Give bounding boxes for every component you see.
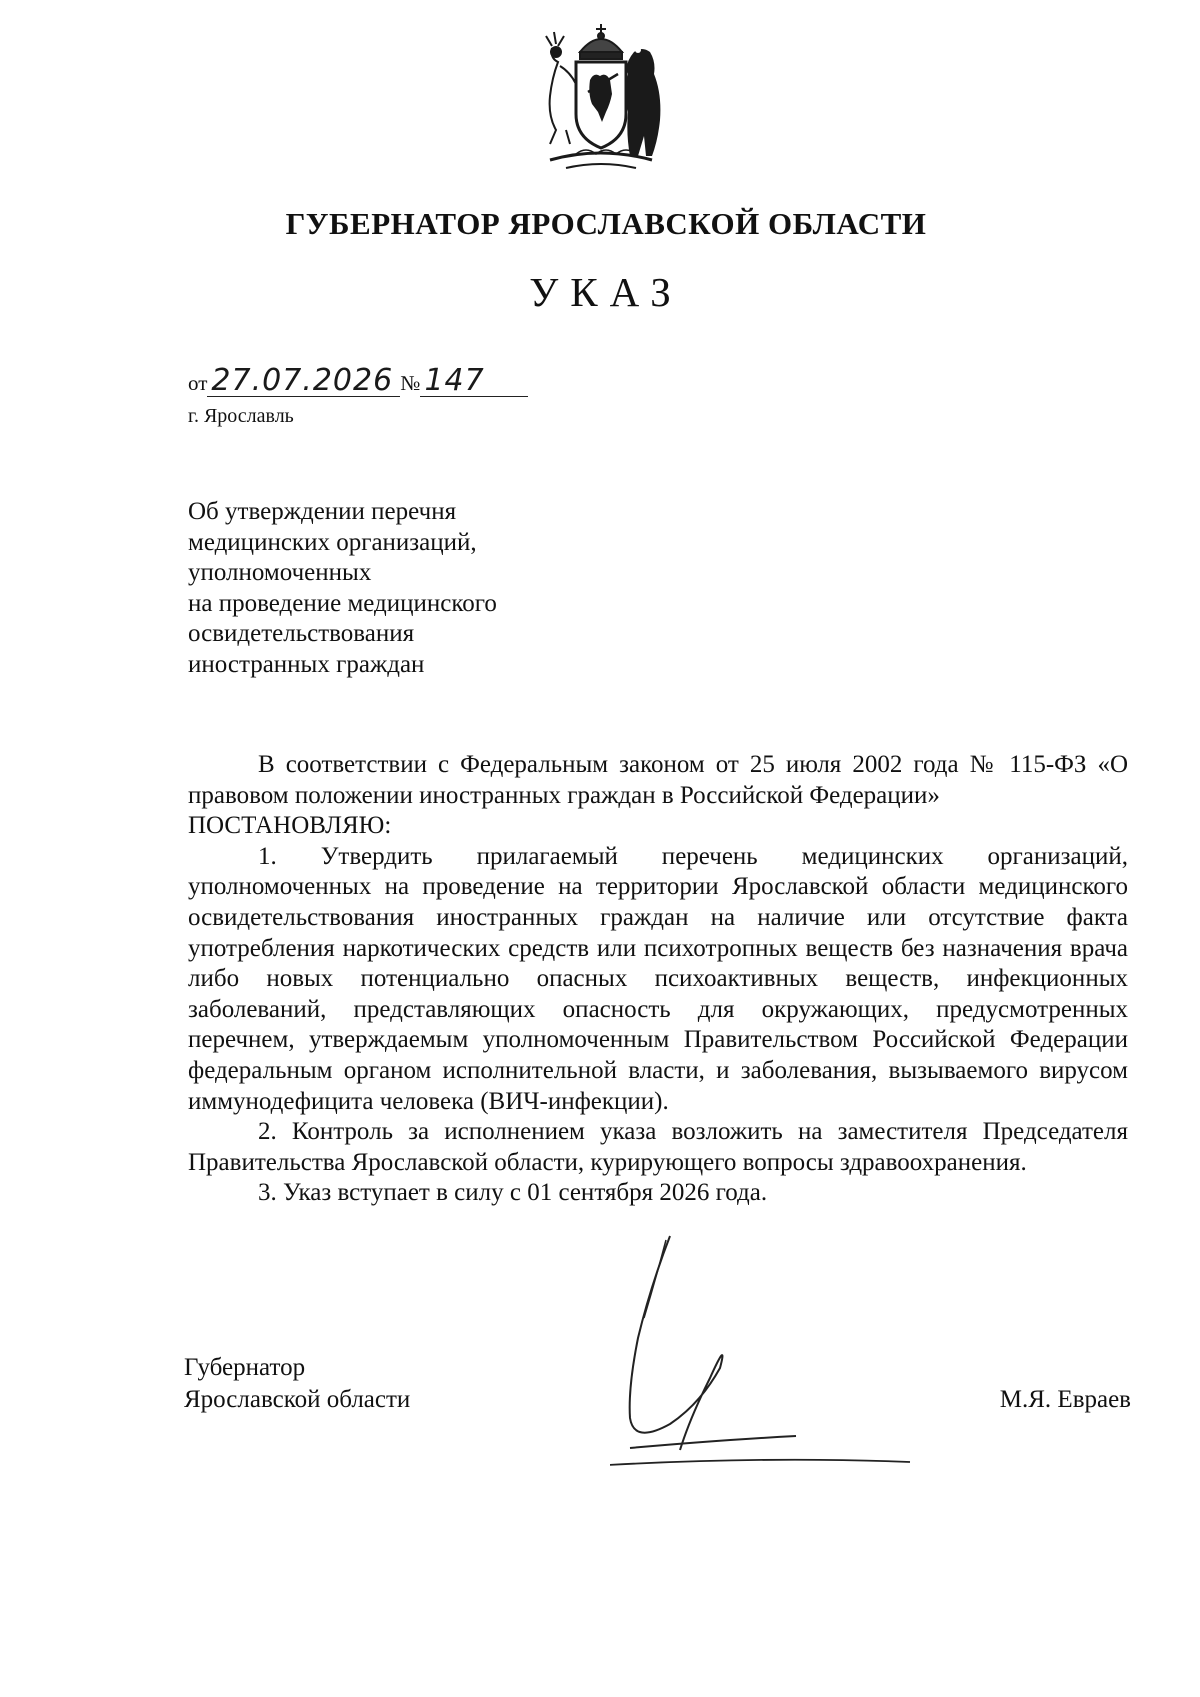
signatory-role (184, 1352, 410, 1416)
subject-line: иностранных граждан (188, 650, 425, 678)
number-prefix: № (400, 371, 421, 395)
document-subject (188, 497, 497, 680)
signatory-role-line: Ярославской области (184, 1386, 411, 1413)
handwritten-signature (610, 1218, 1010, 1474)
subject-line: на проведение медицинского (188, 589, 497, 617)
decree-item-1: 1. Утвердить прилагаемый перечень медицинских организаций, уполномоченных на проведение на территории Ярославской области медицинского освидетельствования иностранных граждан на наличие или отсутствие факта употребления наркотических средств или психотропных веществ без назначения врача либо новых потенциально опасных психоактивных веществ, инфекционных заболеваний, представляющих опасность для окружающих, предусмотренных перечнем, утверждаемым уполномоченным Правительством Российской Федерации федеральным органом исполнительной власти, и заболевания, вызываемого вирусом иммунодефицита человека (ВИЧ-инфекции). (188, 842, 1128, 1115)
document-type-title: УКАЗ (529, 269, 683, 315)
date-number-line (188, 363, 528, 398)
issue-city: г. Ярославль (188, 405, 294, 427)
subject-line: освидетельствования (188, 620, 415, 647)
decree-item-3: 3. Указ вступает в силу с 01 сентября 2026 года. (258, 1179, 768, 1207)
decree-word: ПОСТАНОВЛЯЮ: (188, 812, 392, 840)
coat-of-arms-icon (536, 22, 666, 180)
document-number: 147 (420, 366, 528, 397)
preamble-paragraph: В соответствии с Федеральным законом от 25 июля 2002 года № 115-ФЗ «О правовом положении иностранных граждан в Российской Федерации» (188, 751, 1128, 809)
document-date: 27.07.2026 (207, 366, 400, 397)
decree-item-2: 2. Контроль за исполнением указа возложить на заместителя Председателя Правительства Ярославской области, курирующего вопросы здравоохранения. (188, 1118, 1128, 1176)
subject-line: медицинских организаций, (188, 528, 477, 556)
date-prefix: от (188, 371, 208, 395)
signatory-role-line: Губернатор (184, 1354, 306, 1381)
signatory-name: М.Я. Евраев (999, 1386, 1131, 1413)
document-body (188, 750, 1128, 1209)
subject-line: уполномоченных (188, 559, 372, 586)
issuing-authority-title: ГУБЕРНАТОР ЯРОСЛАВСКОЙ ОБЛАСТИ (285, 206, 927, 241)
subject-line: Об утверждении перечня (188, 498, 457, 525)
